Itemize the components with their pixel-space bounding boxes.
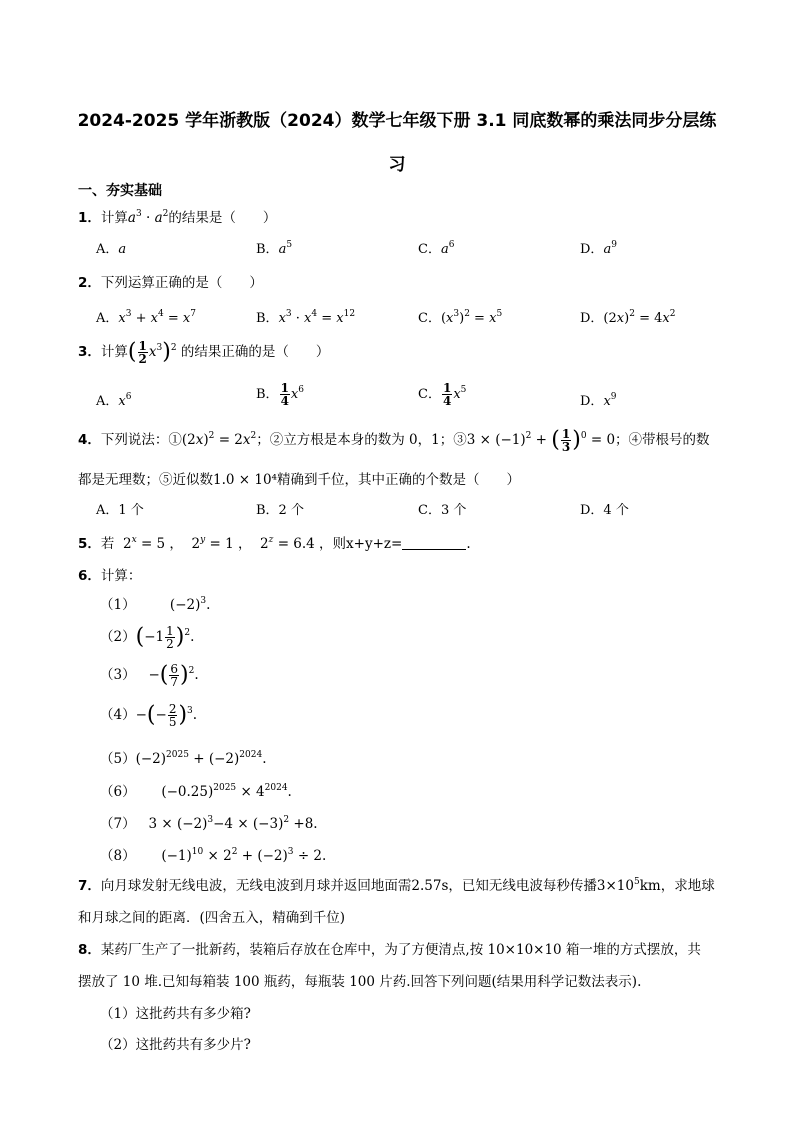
q6-item-3: （3） −( $\frac{6}{7}$ )$^2$. [100, 662, 199, 689]
question-number: 5． [78, 536, 101, 552]
question-3: 3．计算( $\frac{1}{2}$ $x^3)^2$ 的结果正确的是（ ） [78, 339, 330, 366]
q6-item-1: （1） $(-2)^3$. [100, 596, 211, 613]
answer-blank[interactable] [402, 537, 466, 550]
q6-item-4: （4）−(− $\frac{2}{5}$ )$^3$. [100, 702, 198, 729]
question-number: 7． [78, 878, 101, 894]
question-number: 6． [78, 568, 101, 584]
question-number: 2． [78, 275, 101, 291]
q1-option-c[interactable]: C．$a^6$ [418, 240, 455, 257]
question-6: 6．计算： [78, 568, 142, 584]
q3-option-a[interactable]: A．$x^6$ [96, 392, 132, 409]
question-1: 1．计算$a^3 \cdot a^2$的结果是（ ） [78, 209, 277, 226]
q6-item-7: （7） $3 \times (-2)^3-4 \times (-3)^2 +8$. [100, 815, 318, 832]
question-number: 4． [78, 432, 101, 448]
q2-option-c[interactable]: C．$(x^3)^2 = x^5$ [418, 309, 503, 326]
question-4-line-2: 都是无理数；⑤近似数1.0 × 10⁴精确到千位，其中正确的个数是（ ） [78, 472, 520, 488]
page-title: 2024-2025 学年浙教版（2024）数学七年级下册 3.1 同底数幂的乘法同步分层练 [77, 111, 717, 131]
q2-option-b[interactable]: B．$x^3 \cdot x^4 = x^{12}$ [256, 309, 356, 326]
q3-option-c[interactable]: C． $\frac{1}{4}$ $x^5$ [418, 381, 467, 408]
question-7-line-2: 和月球之间的距离．(四舍五入，精确到千位) [78, 910, 346, 926]
question-number: 1． [78, 210, 101, 226]
q8-sub-2: （2）这批药共有多少片? [100, 1037, 251, 1053]
q6-item-2: （2）(−1 $\frac{1}{2}$ )$^2$. [100, 624, 195, 651]
q2-option-a[interactable]: A．$x^3 + x^4 = x^7$ [96, 309, 196, 326]
q8-sub-1: （1）这批药共有多少箱? [100, 1006, 251, 1022]
question-2 [78, 271, 263, 291]
section-heading: 一、夯实基础 [78, 183, 162, 199]
q3-option-d[interactable]: D．$x^9$ [580, 392, 617, 409]
q6-item-5: $(5)(-2)^{2025} + (-2)^{2024}$. [100, 750, 267, 767]
q3-option-b[interactable]: B． $\frac{1}{4}$ $x^6$ [256, 381, 304, 408]
q4-option-c[interactable]: C．3 个 [418, 503, 467, 518]
question-number: 8． [78, 942, 101, 958]
q1-option-d[interactable]: D．$a^9$ [580, 240, 617, 257]
question-number: 3． [78, 344, 101, 360]
question-8-line-1: 8．某药厂生产了一批新药，装箱后存放在仓库中，为了方便清点,按 10×10×10 箱一堆的方式摆放，共 [78, 942, 701, 958]
q2-option-d[interactable]: D．$(2x)^2 = 4x^2$ [580, 309, 676, 326]
question-4-line-1: 4．下列说法：$①(2x)^2 = 2x^2$；②立方根是本身的数为 0，1；③3 × $(-1)^2$ + ( $\frac{1}{3}$ )$^0$ = 0；④带根号的数 [78, 427, 710, 454]
q4-option-d[interactable]: D．4 个 [580, 503, 629, 518]
page-title-continued: 习 [388, 155, 406, 175]
q6-item-6: （6） $(-0.25)^{2025} \times 4^{2024}$. [100, 783, 292, 800]
question-7-line-1: 7．向月球发射无线电波，无线电波到月球并返回地面需2.57s，已知无线电波每秒传播$3\times 10^5km$，求地球 [78, 877, 715, 894]
q1-option-b[interactable]: B．$a^5$ [256, 240, 293, 257]
q6-item-8: （8） $(-1)^{10} \times 2^2 + (-2)^3 \div 2$. [100, 847, 327, 864]
question-8-line-2: 摆放了 10 堆.已知每箱装 100 瓶药，每瓶装 100 片药.回答下列问题(结果用科学记数法表示). [78, 974, 642, 990]
q4-option-b[interactable]: B．2 个 [256, 503, 304, 518]
q1-option-a[interactable]: A．a [96, 242, 127, 257]
q4-option-a[interactable]: A．1 个 [96, 503, 144, 518]
question-text: 下列运算正确的是（ ） [100, 275, 263, 291]
question-5: 5．若 $2^x = 5$ ， $2^y = 1$ ， $2^z = 6.4$ ，则x+y+z= . [78, 535, 471, 552]
